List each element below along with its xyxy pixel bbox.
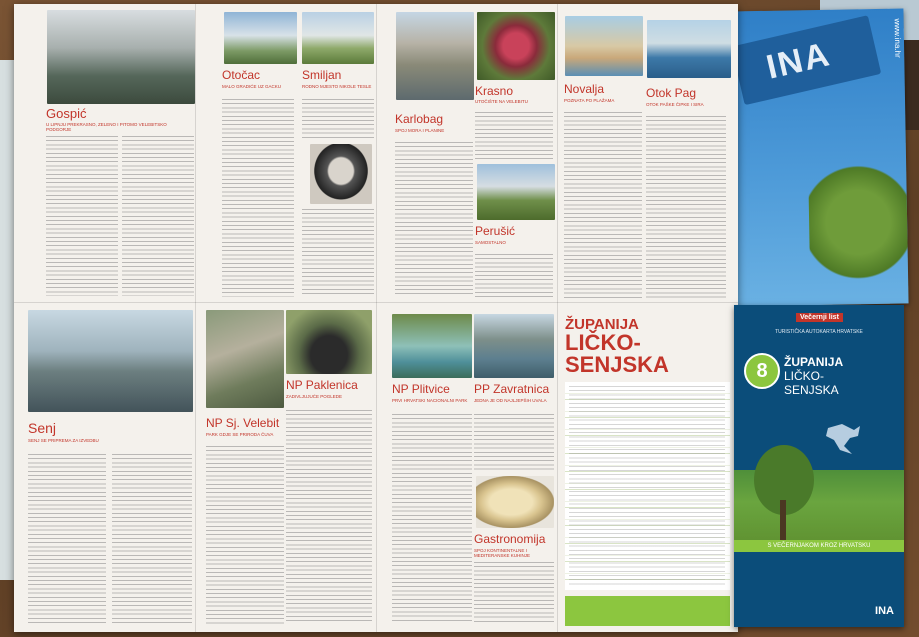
otocac-title: Otočac (222, 68, 261, 82)
fold (557, 4, 558, 632)
senj-subtitle: SENJ SE PRIPREMA ZA IZVEDBU (28, 438, 99, 443)
cover-tree-trunk (780, 500, 786, 540)
perusic-subtitle: SAMOSTALNO (475, 240, 506, 245)
ina-logo-large: INA (762, 35, 835, 87)
zavratnica-title: PP Zavratnica (474, 382, 550, 396)
zavratnica-photo (474, 314, 554, 378)
cheese-photo (476, 476, 554, 528)
gastronomija-subtitle: SPOJ KONTINENTALNE I MEDITERANSKE KUHINJE (474, 548, 531, 558)
tesla-portrait (310, 144, 372, 204)
otokpag-subtitle: OTOK PAŠKE ČIPKE I SIRA (646, 102, 704, 107)
velebit-subtitle: PARK GDJE SE PRIRODA ČUVA (206, 432, 274, 437)
smiljan-photo (302, 12, 374, 64)
otokpag-text (646, 116, 726, 298)
gospic-subtitle: U LIPNJU PREKRASNO, ZELENO I PITOMO VELEBITSKO PODGORJE (46, 122, 167, 132)
ina-banner (731, 15, 881, 105)
perusic-text (475, 254, 553, 297)
velebit-text (206, 446, 284, 624)
paklenica-title: NP Paklenica (286, 378, 358, 392)
gastronomija-text (474, 562, 554, 624)
novalja-title: Novalja (564, 82, 605, 96)
otocac-subtitle: MALO GRADIĆE UZ GACKU (222, 84, 282, 89)
cover-url: www.ina.hr (892, 18, 903, 58)
perusic-church-photo (477, 164, 555, 220)
paklenica-subtitle: ZADIVLJUJUĆE POGLEDE (286, 394, 343, 399)
cover-tagline: S VEČERNJAKOM KROZ HRVATSKU (734, 540, 904, 552)
krasno-text (475, 112, 553, 160)
cover-name-2: SENJSKA (784, 383, 839, 397)
cover-top-panel (725, 8, 908, 306)
plitvice-text (392, 414, 472, 624)
cover-name-1: LIČKO- (784, 369, 825, 383)
otocac-photo (224, 12, 297, 64)
croatia-map-icon (824, 420, 864, 456)
fold (195, 4, 196, 632)
gastronomija-title: Gastronomija (474, 532, 546, 546)
cover-series: TURISTIČKA AUTOKARTA HRVATSKE (775, 329, 863, 335)
zavratnica-text (474, 414, 554, 472)
contact-legend (565, 596, 730, 626)
krasno-flower-photo (477, 12, 555, 80)
gospic-text-col2 (122, 136, 194, 296)
cover-panel (734, 305, 904, 627)
cover-landscape (734, 470, 904, 550)
cover-label: ŽUPANIJA (784, 355, 844, 369)
novalja-text (564, 112, 642, 298)
map-edge (0, 60, 14, 580)
paklenica-photo (286, 310, 372, 374)
senj-photo (28, 310, 193, 412)
pag-photo (647, 20, 731, 78)
brochure (14, 4, 738, 632)
smiljan-title: Smiljan (302, 68, 342, 82)
smiljan-subtitle: RODNO MJESTO NIKOLE TESLE (302, 84, 372, 89)
smiljan-text-2 (302, 209, 374, 297)
novalja-photo (565, 16, 643, 76)
karlobag-text (395, 142, 473, 297)
karlobag-photo (396, 12, 474, 100)
contact-lines (569, 386, 725, 586)
karlobag-title: Karlobag (395, 112, 444, 126)
otocac-text (222, 99, 294, 297)
gospic-text-col1 (46, 136, 118, 296)
cover-number-badge: 8 (744, 353, 780, 389)
senj-text-col1 (28, 454, 106, 624)
otokpag-title: Otok Pag (646, 86, 697, 100)
ina-logo: INA (875, 605, 894, 617)
paklenica-text (286, 410, 372, 624)
krasno-title: Krasno (475, 84, 514, 98)
gospic-title: Gospić (46, 106, 87, 121)
publisher-logo: Večernji list (796, 313, 843, 322)
novalja-subtitle: POZNATA PO PLAŽAMA (564, 98, 615, 103)
karlobag-subtitle: SPOJ MORA I PLANINE (395, 128, 445, 133)
krasno-subtitle: UTOČIŠTE NA VELEBITU (475, 99, 528, 104)
zupanija-name-1: LIČKO- (565, 330, 641, 355)
gospic-photo (47, 10, 195, 104)
fold (14, 302, 738, 303)
plitvice-photo (392, 314, 472, 378)
zupanija-name-2: SENJSKA (565, 352, 669, 377)
contact-list (565, 382, 730, 590)
velebit-photo (206, 310, 284, 408)
velebit-title: NP Sj. Velebit (206, 416, 280, 430)
senj-text-col2 (112, 454, 192, 624)
smiljan-text (302, 99, 374, 139)
perusic-title: Perušić (475, 224, 516, 238)
senj-title: Senj (28, 420, 57, 436)
plitvice-subtitle: PRVI HRVATSKI NACIONALNI PARK (392, 398, 468, 403)
cover-tree-photo (808, 158, 908, 300)
zavratnica-subtitle: JEDNA JE OD NAJLJEPŠIH UVALA (474, 398, 547, 403)
plitvice-title: NP Plitvice (392, 382, 450, 396)
zupanija-label: ŽUPANIJA (565, 316, 639, 333)
fold (376, 4, 377, 632)
